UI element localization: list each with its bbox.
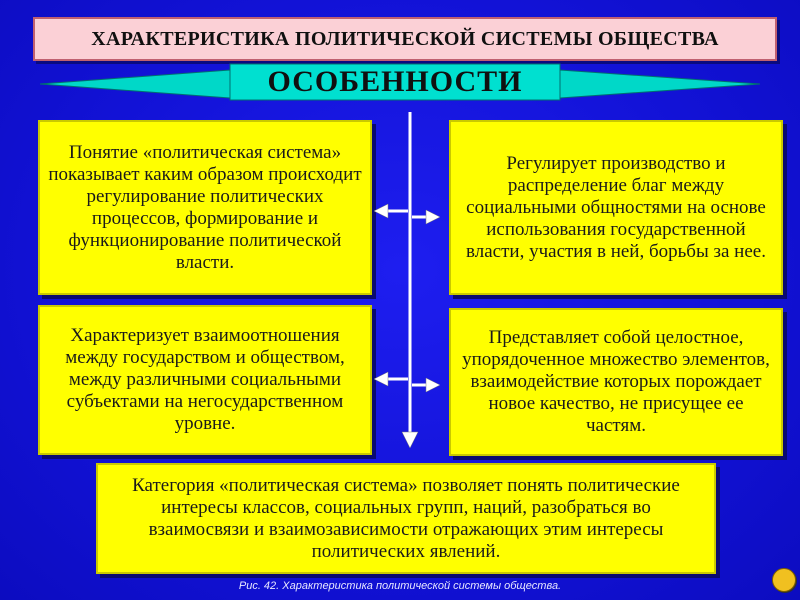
page-title: ХАРАКТЕРИСТИКА ПОЛИТИЧЕСКОЙ СИСТЕМЫ ОБЩЕСТВА xyxy=(33,17,777,61)
feature-text-relations: Характеризует взаимоотношения между государством и обществом, между различными социальными субъектами на негосударственном уровне. xyxy=(65,325,345,434)
feature-box-integrity xyxy=(449,308,783,456)
feature-box-concept xyxy=(38,120,372,295)
lower-left-arrow-icon xyxy=(374,372,388,386)
banner-label: ОСОБЕННОСТИ xyxy=(267,65,523,98)
nav-button-icon[interactable] xyxy=(772,568,796,592)
feature-text-category: Категория «политическая система» позволяет понять политические интересы классов, социальных групп, наций, разобраться во взаимосвязи и взаимозависимости отражающих этим интересы политических явлений. xyxy=(132,474,680,562)
feature-box-relations xyxy=(38,305,372,455)
down-arrow-icon xyxy=(402,432,418,448)
feature-text-regulation: Регулирует производство и распределение благ между социальными общностями на основе использования государственной власти, участия в ней, борьбы за нее. xyxy=(466,152,766,262)
feature-text-integrity: Представляет собой целостное, упорядоченное множество элементов, взаимодействие которых порождает новое качество, не присущее ее частям. xyxy=(462,327,770,436)
upper-right-arrow-icon xyxy=(426,210,440,224)
feature-box-regulation xyxy=(449,120,783,295)
figure-caption: Рис. 42. Характеристика политической системы общества. xyxy=(238,580,562,592)
feature-box-category xyxy=(96,463,716,574)
upper-left-arrow-icon xyxy=(374,204,388,218)
lower-right-arrow-icon xyxy=(426,378,440,392)
feature-text-concept: Понятие «политическая система» показывает каким образом происходит регулирование политических процессов, формирование и функционирование политической власти. xyxy=(48,141,362,273)
